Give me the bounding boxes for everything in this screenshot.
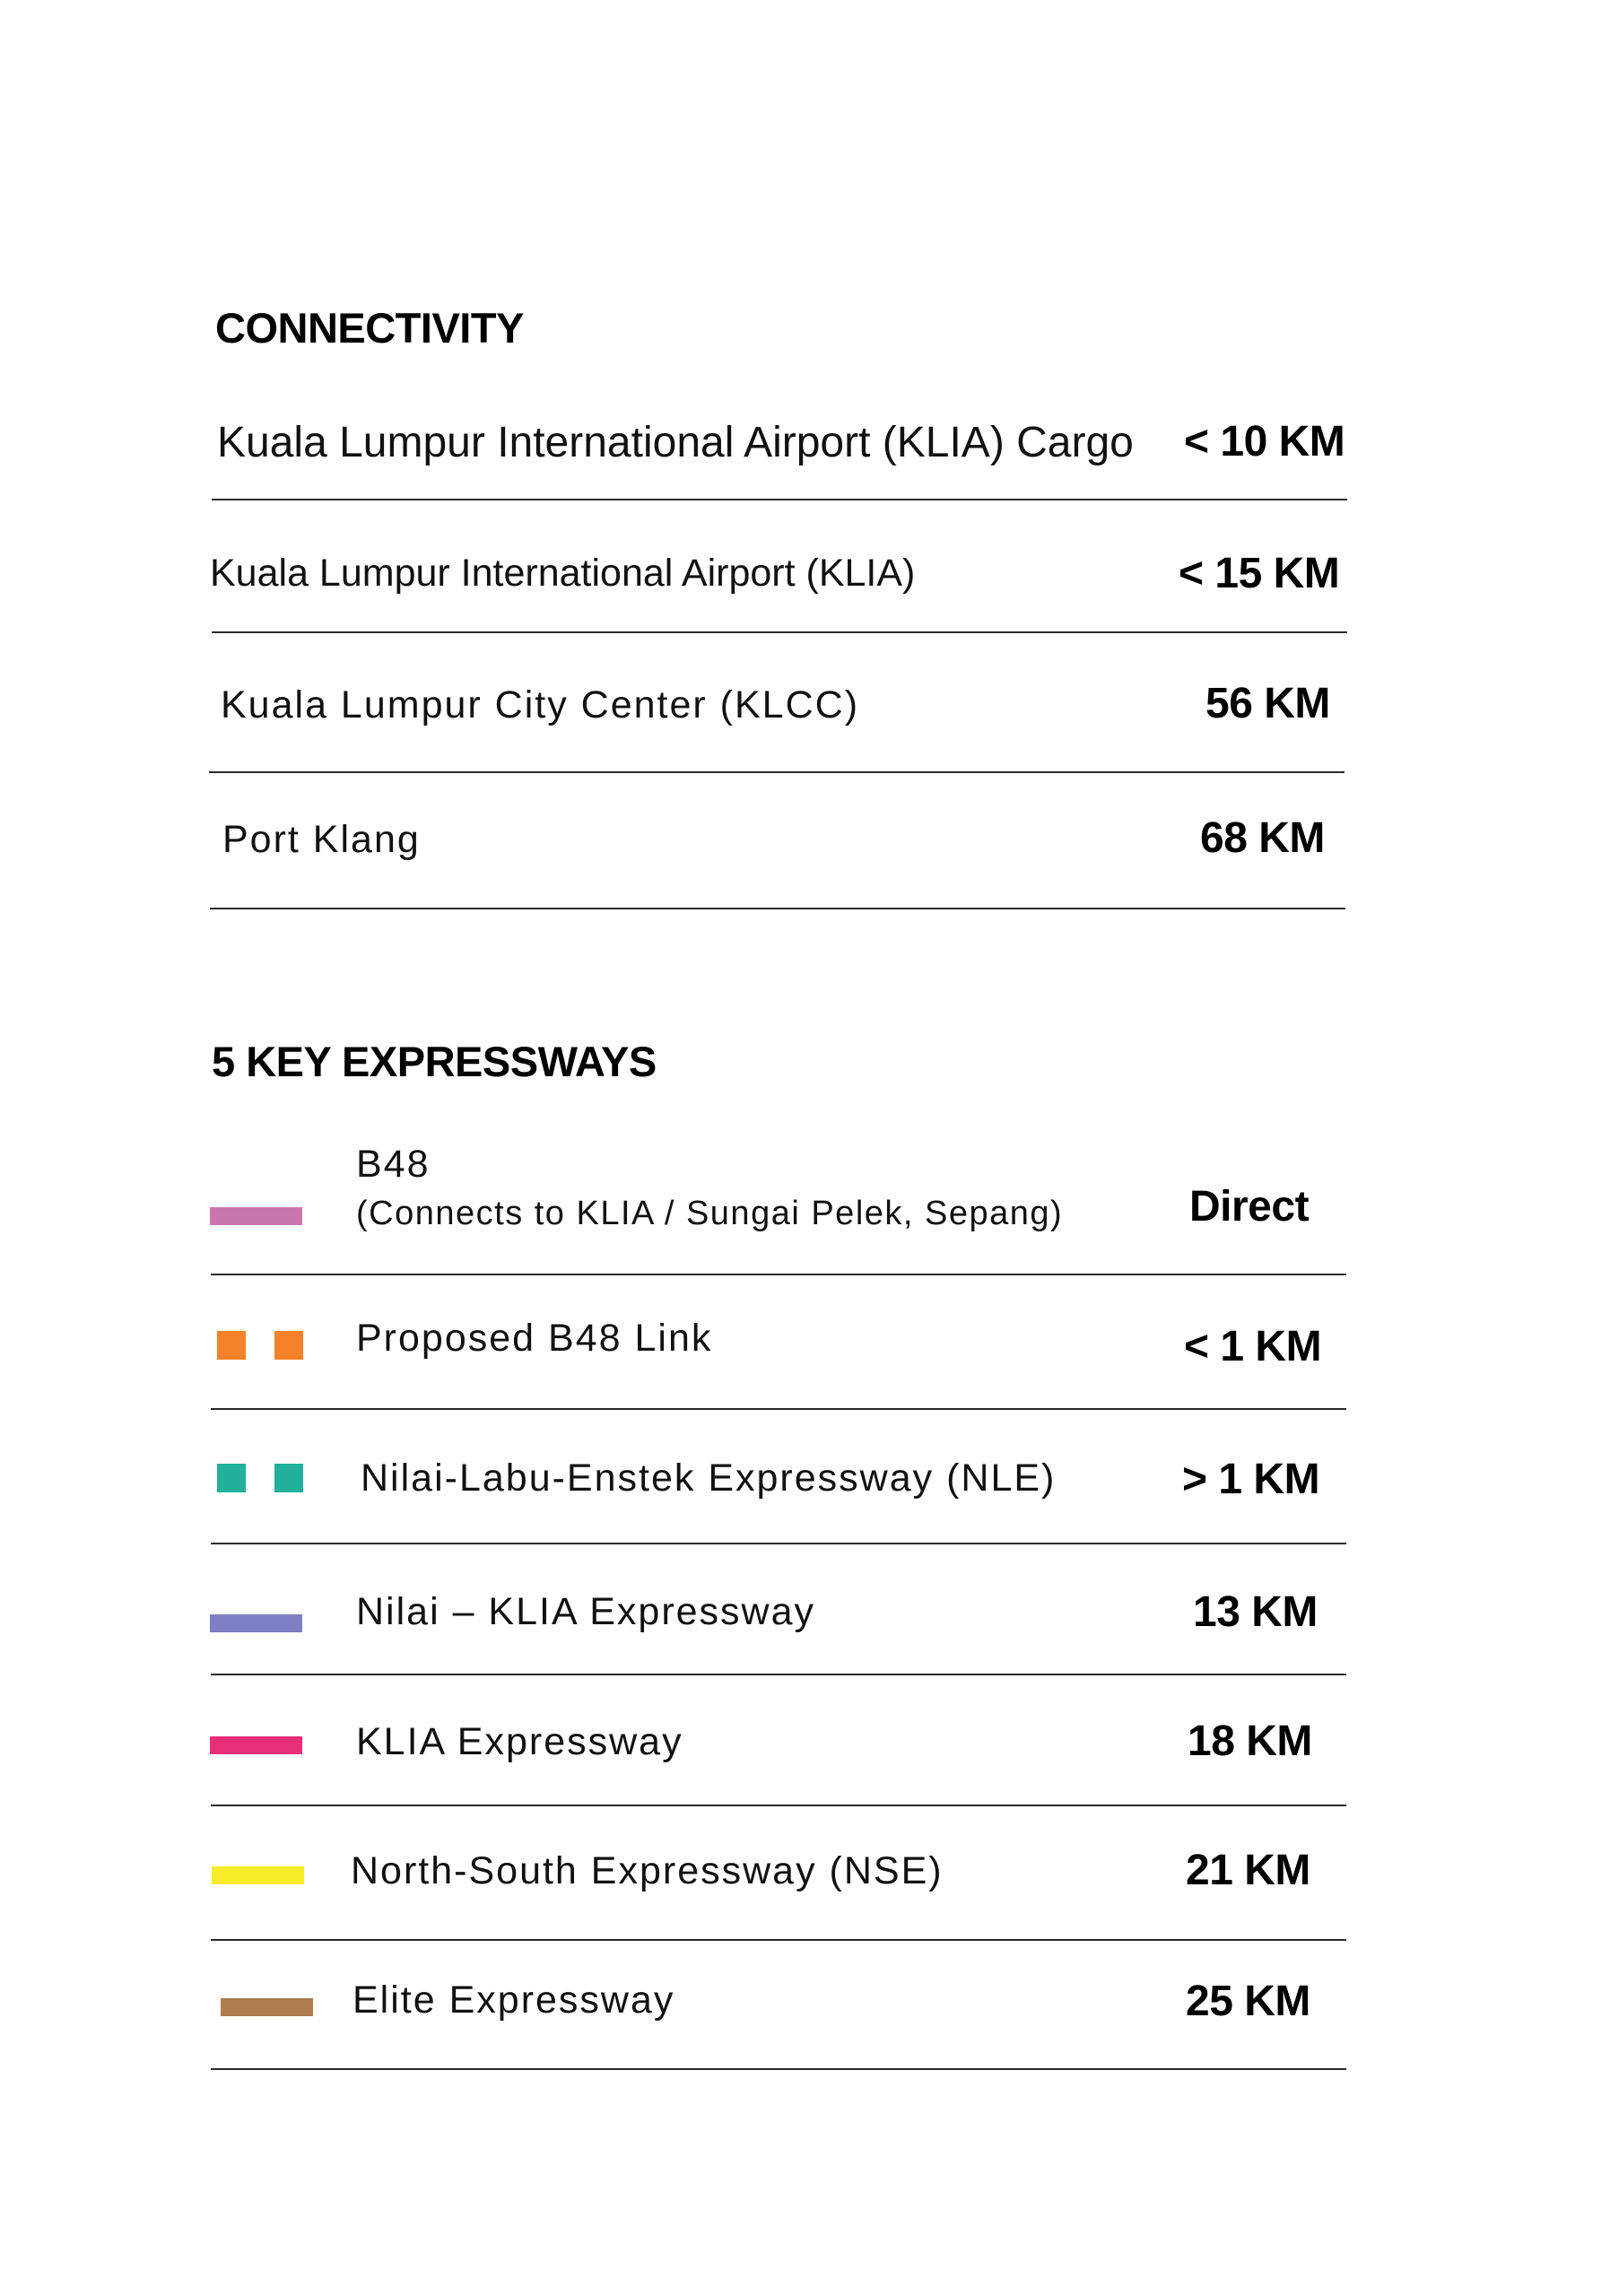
connectivity-heading: CONNECTIVITY: [215, 304, 524, 352]
expressway-value: < 1 KM: [1184, 1323, 1322, 1370]
connectivity-value: 68 KM: [1200, 814, 1325, 862]
expressways-heading: 5 KEY EXPRESSWAYS: [212, 1038, 657, 1085]
divider: [211, 2068, 1346, 2070]
expressway-value: 21 KM: [1186, 1847, 1310, 1894]
expressway-value: 13 KM: [1193, 1588, 1318, 1636]
expressway-label: Nilai – KLIA Expressway: [356, 1590, 816, 1633]
connectivity-value: < 10 KM: [1184, 418, 1345, 465]
expressway-label: North-South Expressway (NSE): [351, 1849, 944, 1892]
b48-line-icon: [210, 1207, 302, 1225]
proposed-link-dash-icon: [274, 1331, 303, 1360]
divider: [211, 1543, 1346, 1544]
divider: [212, 631, 1347, 633]
expressway-label: Proposed B48 Link: [356, 1317, 713, 1360]
expressway-sublabel: (Connects to KLIA / Sungai Pelek, Sepang): [356, 1195, 1064, 1232]
nilai-klia-line-icon: [210, 1614, 302, 1632]
connectivity-value: < 15 KM: [1179, 550, 1340, 597]
connectivity-label: Kuala Lumpur International Airport (KLIA) Cargo: [217, 419, 1134, 466]
expressway-value: 25 KM: [1186, 1978, 1310, 2025]
divider: [212, 499, 1347, 500]
connectivity-label: Kuala Lumpur City Center (KLCC): [221, 683, 860, 726]
expressway-value: Direct: [1189, 1183, 1310, 1231]
expressway-label: Nilai-Labu-Enstek Expressway (NLE): [361, 1457, 1057, 1500]
expressway-value: 18 KM: [1188, 1718, 1312, 1765]
divider: [210, 908, 1345, 909]
klia-expressway-line-icon: [210, 1736, 302, 1754]
nse-line-icon: [212, 1866, 304, 1884]
connectivity-value: 56 KM: [1205, 680, 1330, 727]
expressway-label: KLIA Expressway: [356, 1720, 683, 1763]
expressway-label: B48: [356, 1143, 431, 1186]
connectivity-label: Port Klang: [222, 818, 421, 861]
expressway-label: Elite Expressway: [352, 1979, 675, 2022]
divider: [211, 1674, 1346, 1675]
elite-line-icon: [221, 1998, 313, 2016]
divider: [211, 1939, 1346, 1941]
divider: [211, 1805, 1346, 1806]
divider: [211, 1274, 1346, 1275]
nle-dash-icon: [217, 1464, 246, 1492]
nle-dash-icon: [274, 1464, 303, 1492]
proposed-link-dash-icon: [217, 1331, 246, 1360]
divider: [209, 771, 1345, 773]
divider: [211, 1408, 1346, 1410]
connectivity-label: Kuala Lumpur International Airport (KLIA): [210, 552, 916, 595]
expressway-value: > 1 KM: [1182, 1456, 1320, 1503]
